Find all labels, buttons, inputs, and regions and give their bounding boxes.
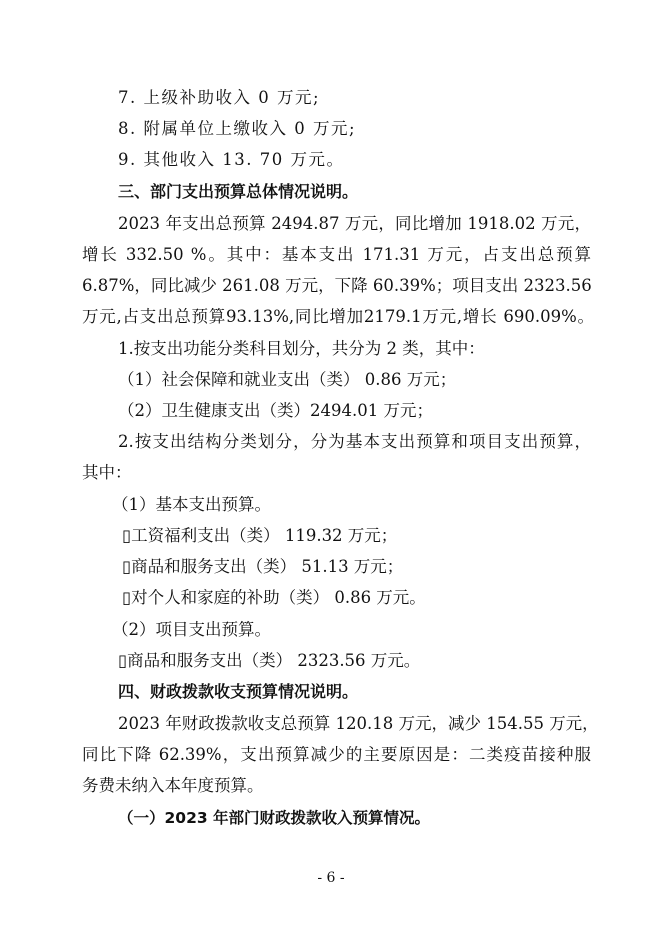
subsection-heading-fiscal-income: （一）2023 年部门财政拨款收入预算情况。 [118,809,431,827]
function-item-social-security: （1）社会保障和就业支出（类） 0.86 万元； [118,370,457,389]
project-expenditure-heading: （2）项目支出预算。 [112,620,271,639]
fiscal-paragraph-line-1: 2023 年财政拨款收支总预算 120.18 万元，减少 154.55 万元， [118,714,599,733]
expenditure-paragraph-line-3: 6.87%，同比减少 261.08 万元，下降 60.39%；项目支出 2323.56 [82,276,592,295]
basic-item-wages: ▯工资福利支出（类） 119.32 万元； [122,526,398,545]
section-heading-expenditure: 三、部门支出预算总体情况说明。 [118,182,359,201]
section-heading-fiscal: 四、财政拨款收支预算情况说明。 [118,682,359,701]
structure-classification-line-1: 2.按支出结构分类划分，分为基本支出预算和项目支出预算， [118,432,591,451]
income-item-9: 9. 其他收入 13. 70 万元。 [118,150,345,169]
expenditure-paragraph-line-1: 2023 年支出总预算 2494.87 万元，同比增加 1918.02 万元， [118,214,591,233]
basic-item-goods-services: ▯商品和服务支出（类） 51.13 万元； [122,557,404,576]
page-number: - 6 - [317,870,345,886]
function-item-health: （2）卫生健康支出（类）2494.01 万元； [118,401,433,420]
structure-classification-line-2: 其中： [82,463,132,482]
income-item-7: 7. 上级补助收入 0 万元; [118,88,321,107]
basic-expenditure-heading: （1）基本支出预算。 [112,495,271,514]
fiscal-paragraph-line-2: 同比下降 62.39%，支出预算减少的主要原因是：二类疫苗接种服 [82,745,591,764]
fiscal-paragraph-line-3: 务费未纳入本年度预算。 [82,776,264,795]
expenditure-paragraph-line-4: 万元,占支出总预算93.13%,同比增加2179.1万元,增长 690.09%。 [82,307,594,326]
project-item-goods-services: ▯商品和服务支出（类） 2323.56 万元。 [118,651,421,670]
income-item-8: 8. 附属单位上缴收入 0 万元; [118,119,357,138]
basic-item-household-subsidy: ▯对个人和家庭的补助（类） 0.86 万元。 [122,588,426,607]
function-classification-intro: 1.按支出功能分类科目划分，共分为 2 类，其中： [118,339,485,358]
expenditure-paragraph-line-2: 增长 332.50 %。其中：基本支出 171.31 万元，占支出总预算 [82,245,591,264]
